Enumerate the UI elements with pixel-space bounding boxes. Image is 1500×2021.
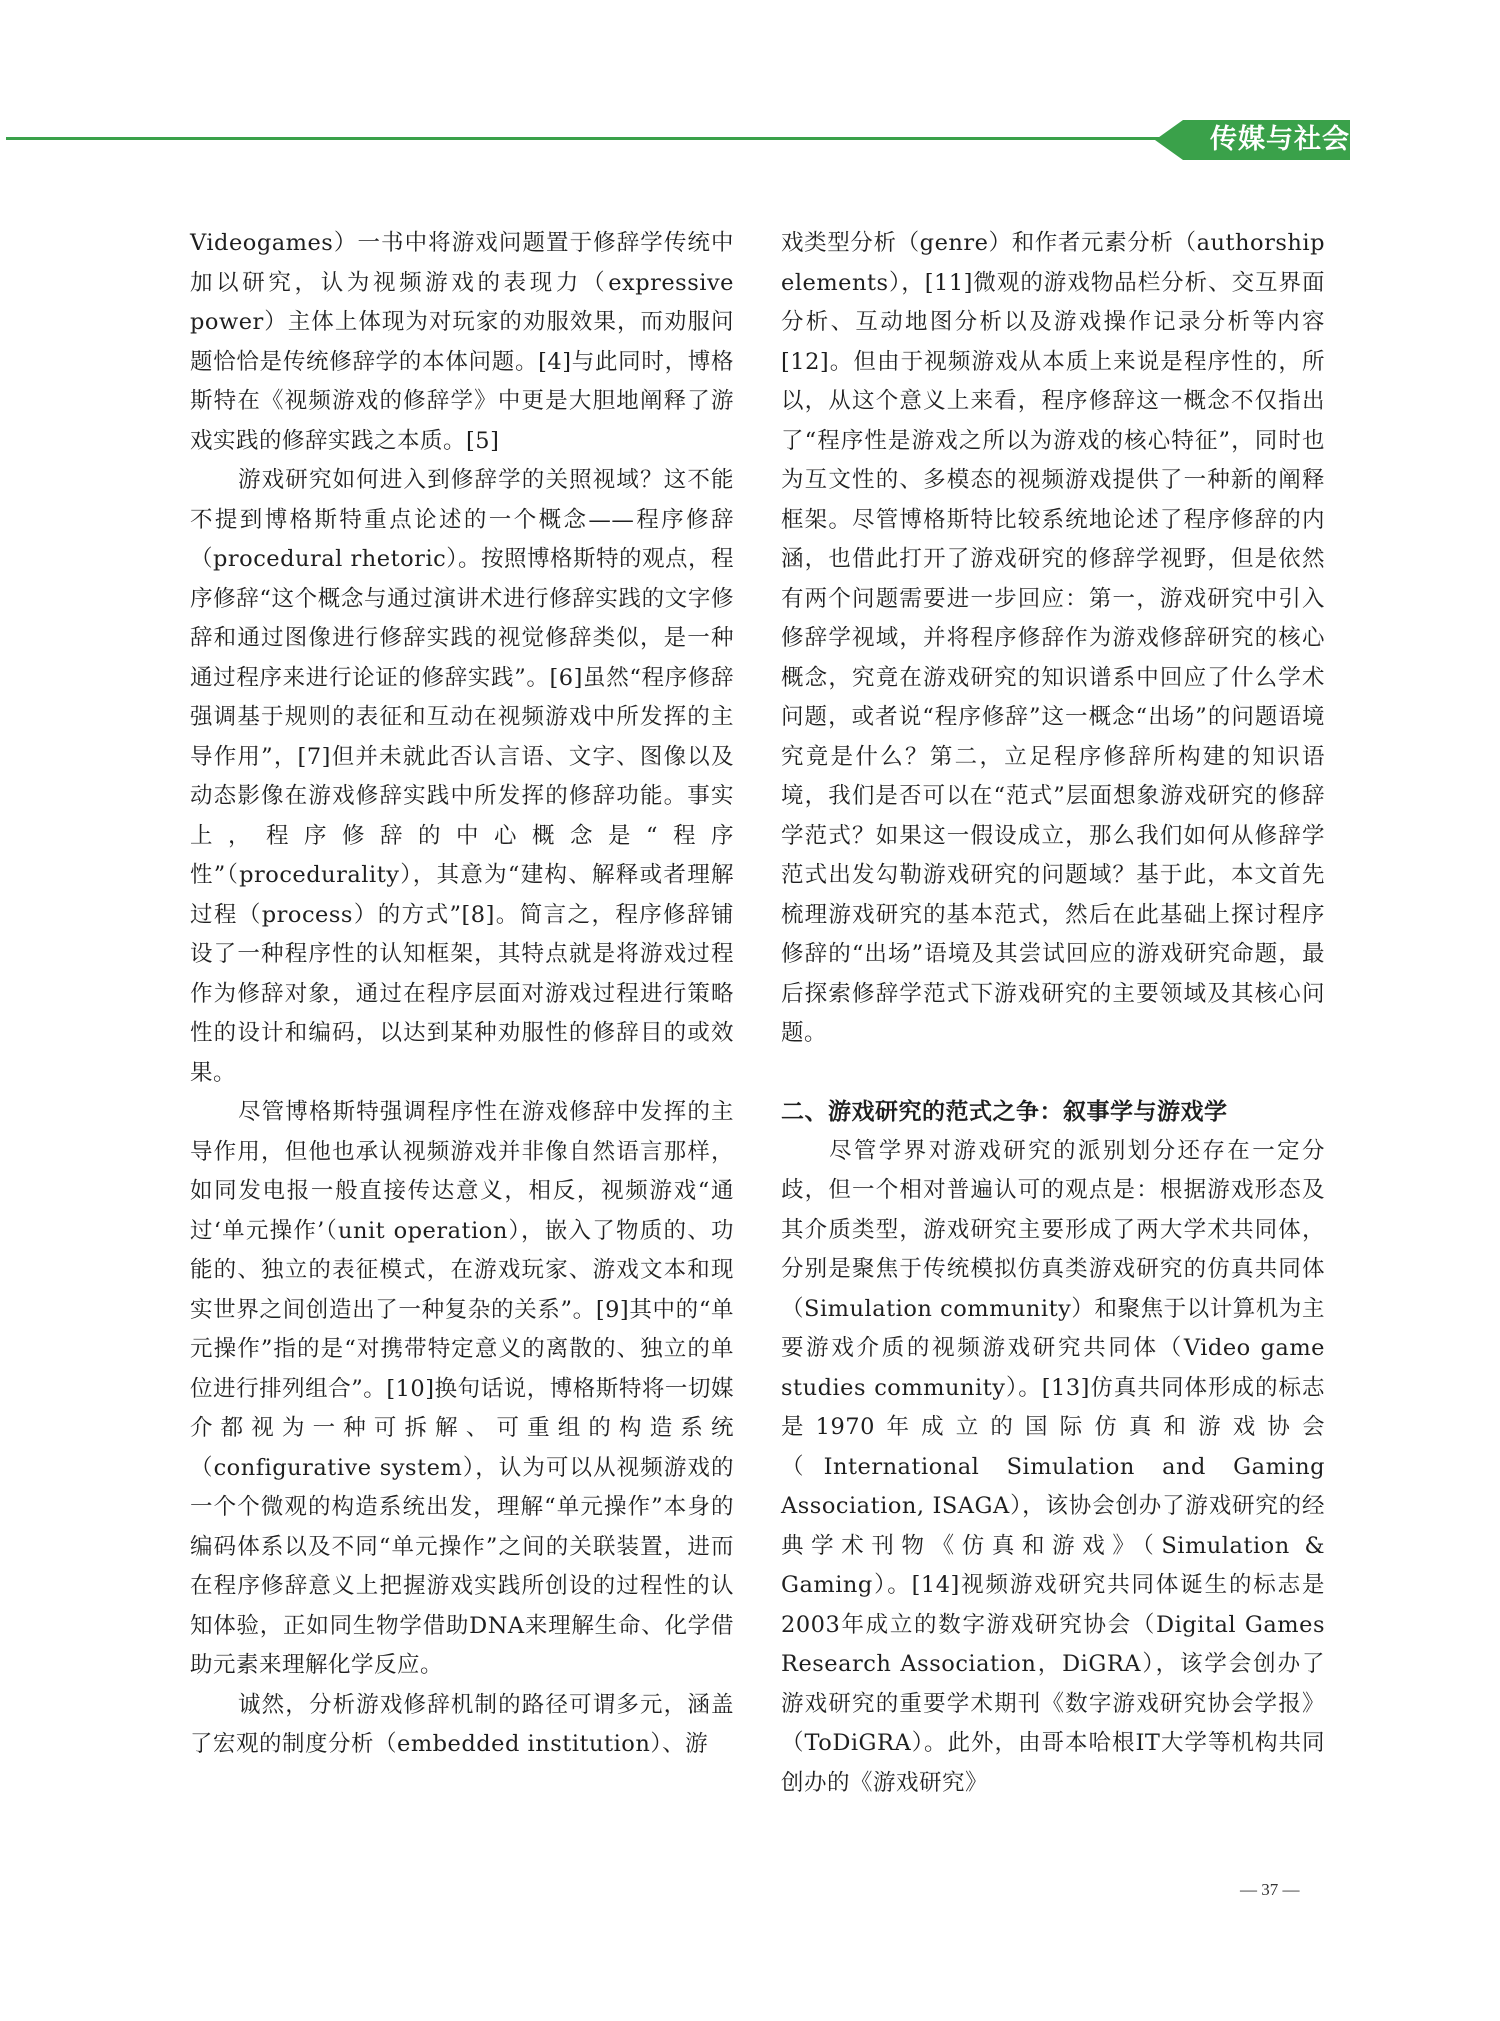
left-column: [190, 224, 734, 1765]
header-rule: [6, 137, 1211, 140]
right-column: [781, 224, 1325, 1803]
page-number: — 37 —: [1240, 1880, 1300, 1899]
paragraph: Videogames）一书中将游戏问题置于修辞学传统中加以研究，认为视频游戏的表现力（expressive power）主体上体现为对玩家的劝服效果，而劝服问题恰恰是传统修辞学的本体问题。[4]与此同时，博格斯特在《视频游戏的修辞学》中更是大胆地阐释了游戏实践的修辞实践之本质。[5]: [190, 230, 734, 454]
section-spacer: [781, 1054, 1325, 1092]
paragraph: 诚然，分析游戏修辞机制的路径可谓多元，涵盖了宏观的制度分析（embedded institution）、游: [190, 1691, 734, 1757]
section-title: 传媒与社会: [1210, 124, 1350, 155]
paragraph: 尽管博格斯特强调程序性在游戏修辞中发挥的主导作用，但他也承认视频游戏并非像自然语言那样，如同发电报一般直接传达意义，相反，视频游戏“通过‘单元操作’（unit operation），嵌入了物质的、功能的、独立的表征模式，在游戏玩家、游戏文本和现实世界之间创造出了一种复杂的关系”。[9]其中的“单元操作”指的是“对携带特定意义的离散的、独立的单位进行排列组合”。[10]换句话说，博格斯特将一切媒介都视为一种可拆解、可重组的构造系统（configurative system），认为可以从视频游戏的一个个微观的构造系统出发，理解“单元操作”本身的编码体系以及不同“单元操作”之间的关联装置，进而在程序修辞意义上把握游戏实践所创设的过程性的认知体验，正如同生物学借助DNA来理解生命、化学借助元素来理解化学反应。: [190, 1099, 734, 1678]
section-heading: 二、游戏研究的范式之争：叙事学与游戏学: [781, 1098, 1228, 1125]
paragraph: 戏类型分析（genre）和作者元素分析（authorship elements），[11]微观的游戏物品栏分析、交互界面分析、互动地图分析以及游戏操作记录分析等内容[12]。但由于视频游戏从本质上来说是程序性的，所以，从这个意义上来看，程序修辞这一概念不仅指出了“程序性是游戏之所以为游戏的核心特征”，同时也为互文性的、多模态的视频游戏提供了一种新的阐释框架。尽管博格斯特比较系统地论述了程序修辞的内涵，也借此打开了游戏研究的修辞学视野，但是依然有两个问题需要进一步回应：第一，游戏研究中引入修辞学视域，并将程序修辞作为游戏修辞研究的核心概念，究竟在游戏研究的知识谱系中回应了什么学术问题，或者说“程序修辞”这一概念“出场”的问题语境究竟是什么？第二，立足程序修辞所构建的知识语境，我们是否可以在“范式”层面想象游戏研究的修辞学范式？如果这一假设成立，那么我们如何从修辞学范式出发勾勒游戏研究的问题域？基于此，本文首先梳理游戏研究的基本范式，然后在此基础上探讨程序修辞的“出场”语境及其尝试回应的游戏研究命题，最后探索修辞学范式下游戏研究的主要领域及其核心问题。: [781, 230, 1325, 1046]
paragraph: 尽管学界对游戏研究的派别划分还存在一定分歧，但一个相对普遍认可的观点是：根据游戏形态及其介质类型，游戏研究主要形成了两大学术共同体，分别是聚焦于传统模拟仿真类游戏研究的仿真共同体（Simulation community）和聚焦于以计算机为主要游戏介质的视频游戏研究共同体（Video game studies community）。[13]仿真共同体形成的标志是1970年成立的国际仿真和游戏协会（International Simulation and Gaming Association, ISAGA），该协会创办了游戏研究的经典学术刊物《仿真和游戏》（Simulation & Gaming）。[14]视频游戏研究共同体诞生的标志是2003年成立的数字游戏研究协会（Digital Games Research Association，DiGRA），该学会创办了游戏研究的重要学术期刊《数字游戏研究协会学报》（ToDiGRA）。此外，由哥本哈根IT大学等机构共同创办的《游戏研究》: [781, 1137, 1325, 1796]
paragraph: 游戏研究如何进入到修辞学的关照视域？这不能不提到博格斯特重点论述的一个概念——程序修辞（procedural rhetoric）。按照博格斯特的观点，程序修辞“这个概念与通过演讲术进行修辞实践的文字修辞和通过图像进行修辞实践的视觉修辞类似，是一种通过程序来进行论证的修辞实践”。[6]虽然“程序修辞强调基于规则的表征和互动在视频游戏中所发挥的主导作用”，[7]但并未就此否认言语、文字、图像以及动态影像在游戏修辞实践中所发挥的修辞功能。事实上，程序修辞的中心概念是“程序性”（procedurality），其意为“建构、解释或者理解过程（process）的方式”[8]。简言之，程序修辞铺设了一种程序性的认知框架，其特点就是将游戏过程作为修辞对象，通过在程序层面对游戏过程进行策略性的设计和编码，以达到某种劝服性的修辞目的或效果。: [190, 467, 734, 1086]
